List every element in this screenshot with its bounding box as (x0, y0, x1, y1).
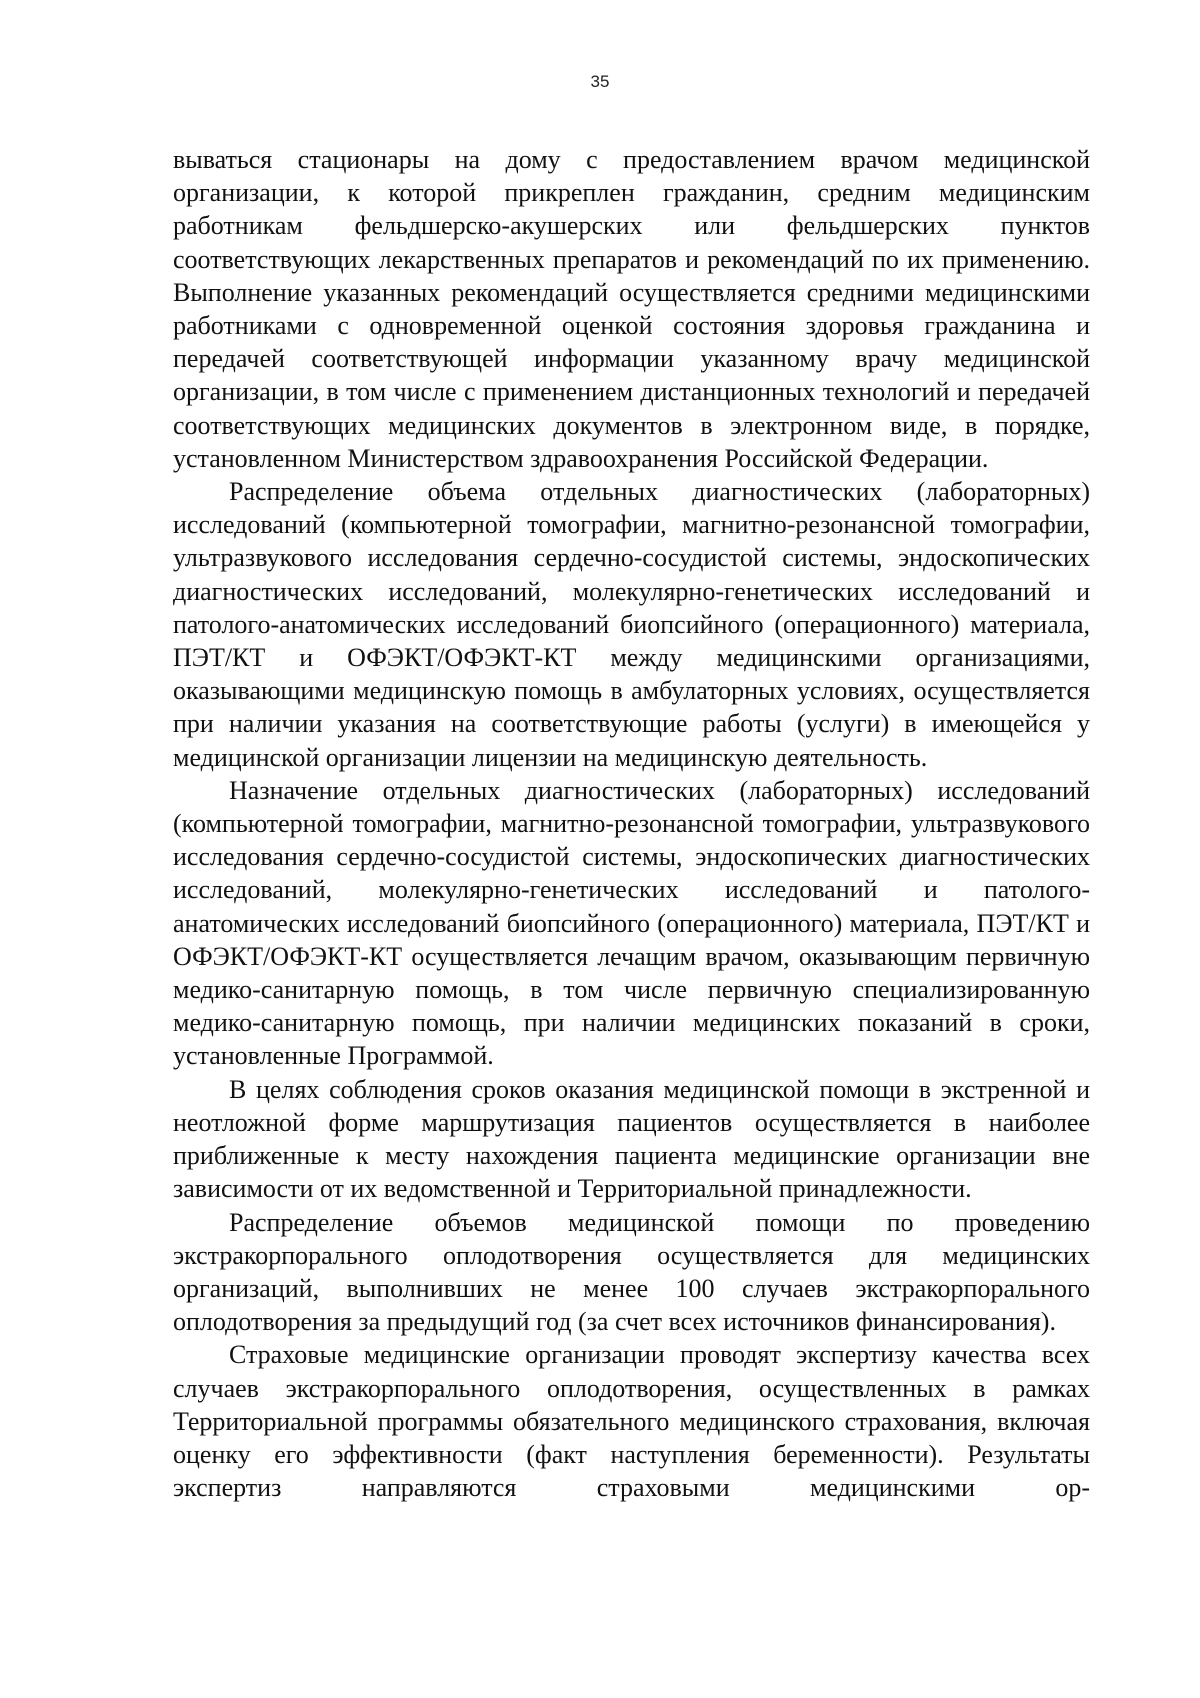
paragraph-diagnostic-prescription: Назначение отдельных диагностических (лабораторных) исследований (компьютерной томографии, магнитно-резонансной томографии, ультразвукового исследования сердечно-сосудистой системы, эндоскопических диагностических исследований, молекулярно-генетических исследований и патолого-анатомических исследований биопсийного (операционного) материала, ПЭТ/КТ и ОФЭКТ/ОФЭКТ-КТ осуществляется лечащим врачом, оказывающим первичную медико-санитарную помощь, в том числе первичную специализированную медико-санитарную помощь, при наличии медицинских показаний в сроки, установленные Программой. (173, 775, 1090, 1071)
page-number: 35 (590, 72, 610, 91)
paragraph-emergency-routing: В целях соблюдения сроков оказания медицинской помощи в экстренной и неотложной форме маршрутизация пациентов осуществляется в наиболее приближенные к месту нахождения пациента медицинские организации вне зависимости от их ведомственной и Территориальной принадлежности. (173, 1074, 1090, 1204)
paragraph-diagnostic-distribution: Распределение объема отдельных диагностических (лабораторных) исследований (компьютерной томографии, магнитно-резонансной томографии, ультразвукового исследования сердечно-сосудистой системы, эндоскопических диагностических исследований, молекулярно-генетических исследований и патолого-анатомических исследований биопсийного (операционного) материала, ПЭТ/КТ и ОФЭКТ/ОФЭКТ-КТ между медицинскими организациями, оказывающими медицинскую помощь в амбулаторных условиях, осуществляется при наличии указания на соответствующие работы (услуги) в имеющейся у медицинской организации лицензии на медицинскую деятельность. (173, 477, 1090, 772)
document-body (173, 143, 1090, 1504)
paragraph-continuation: вываться стационары на дому с предоставлением врачом медицинской организации, к которой прикреплен гражданин, средним медицинским работникам фельдшерско-акушерских или фельдшерских пунктов соответствующих лекарственных препаратов и рекомендаций по их применению. Выполнение указанных рекомендаций осуществляется средними медицинскими работниками с одновременной оценкой состояния здоровья гражданина и передачей соответствующей информации указанному врачу медицинской организации, в том числе с применением дистанционных технологий и передачей соответствующих медицинских документов в электронном виде, в порядке, установленном Министерством здравоохранения Российской Федерации. (173, 145, 1090, 473)
paragraph-ivf-distribution: Распределение объемов медицинской помощи по проведению экстракорпорального оплодотворения осуществляется для медицинских организаций, выполнивших не менее 100 случаев экстракорпорального оплодотворения за предыдущий год (за счет всех источников финансирования). (173, 1207, 1090, 1337)
paragraph-ivf-expertise: Страховые медицинские организации проводят экспертизу качества всех случаев экстракорпорального оплодотворения, осуществленных в рамках Территориальной программы обязательного медицинского страхования, включая оценку его эффективности (факт наступления беременности). Результаты экспертиз направляются страховыми медицинскими ор- (173, 1340, 1090, 1503)
